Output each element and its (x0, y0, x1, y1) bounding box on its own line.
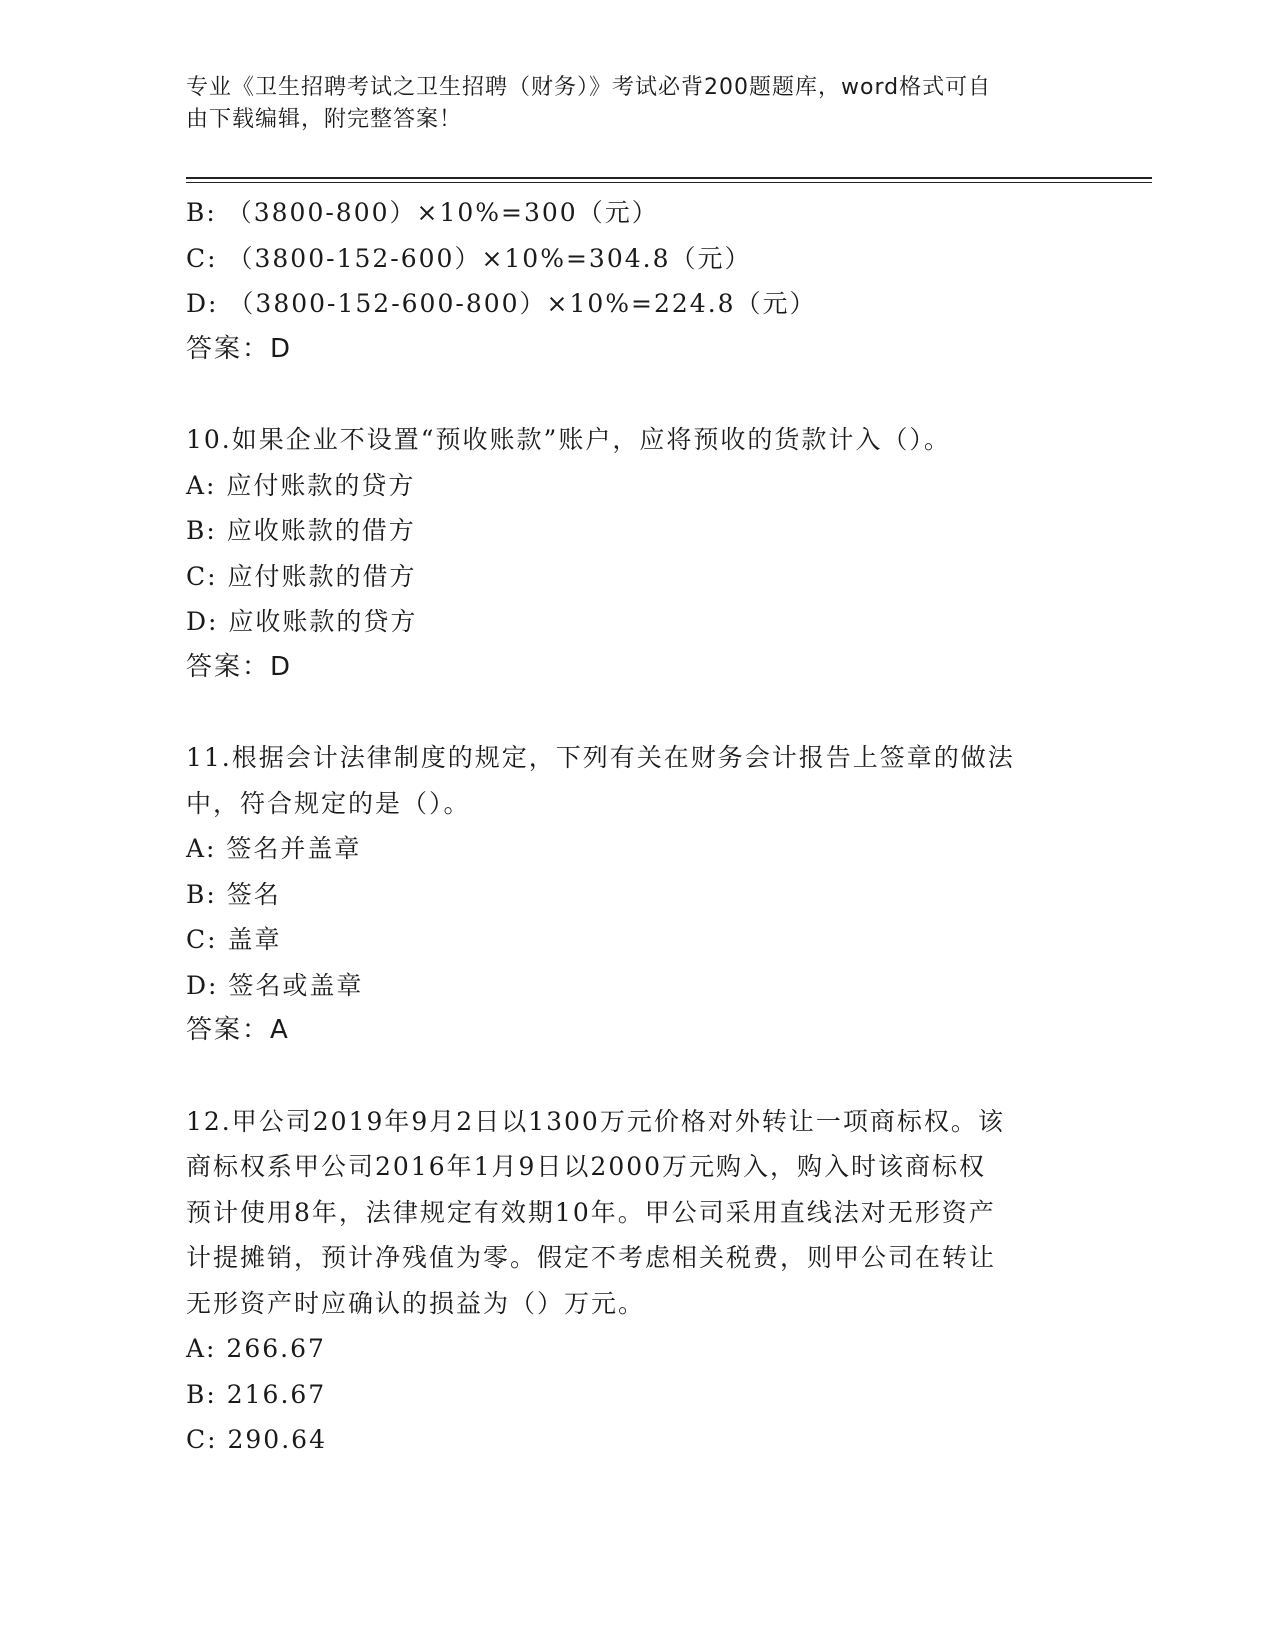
question-stem-line-4: 计提摊销，预计净残值为零。假定不考虑相关税费，则甲公司在转让 (186, 1243, 997, 1272)
option-b: B: （3800-800）×10%=300（元） (186, 198, 659, 227)
question-stem-line-5: 无形资产时应确认的损益为（）万元。 (186, 1288, 646, 1318)
question-stem-line-1: 11.根据会计法律制度的规定，下列有关在财务会计报告上签章的做法 (186, 743, 1015, 772)
question-10 (186, 417, 1066, 690)
header-divider-thin (186, 182, 1152, 183)
option-a: A: 应付账款的贷方 (186, 470, 416, 500)
header-title-line-1: 专业《卫生招聘考试之卫生招聘（财务）》考试必背200题题库，word格式可自 (186, 75, 992, 100)
option-a: A: 266.67 (186, 1334, 326, 1363)
option-c: C: （3800-152-600）×10%=304.8（元） (186, 243, 752, 273)
document-body (186, 190, 1066, 1463)
header-title-line-2: 由下载编辑，附完整答案！ (186, 107, 463, 132)
answer-label: 答案：A (186, 1015, 290, 1045)
question-12 (186, 1099, 1066, 1463)
option-c: C: 290.64 (186, 1425, 327, 1454)
document-header (186, 72, 1066, 136)
question-stem-line-2: 商标权系甲公司2016年1月9日以2000万元购入，购入时该商标权 (186, 1152, 987, 1181)
question-stem: 10.如果企业不设置“预收账款”账户，应将预收的货款计入（）。 (186, 425, 951, 454)
question-9-continued (186, 190, 1066, 372)
option-b: B: 签名 (186, 879, 281, 909)
header-divider-thick (186, 177, 1152, 179)
question-stem-line-2: 中，符合规定的是（）。 (186, 788, 471, 818)
option-b: B: 216.67 (186, 1379, 327, 1409)
option-d: D: （3800-152-600-800）×10%=224.8（元） (186, 289, 817, 318)
question-11 (186, 735, 1066, 1054)
answer-label: 答案：D (186, 651, 293, 682)
question-stem-line-1: 12.甲公司2019年9月2日以1300万元价格对外转让一项商标权。该 (186, 1106, 1005, 1136)
spacer (186, 1054, 1066, 1099)
option-d: D: 应收账款的贷方 (186, 607, 418, 636)
option-a: A: 签名并盖章 (186, 834, 362, 863)
spacer (186, 690, 1066, 735)
option-d: D: 签名或盖章 (186, 970, 364, 1000)
answer-label: 答案：D (186, 333, 293, 364)
spacer (186, 372, 1066, 417)
question-stem-line-3: 预计使用8年，法律规定有效期10年。甲公司采用直线法对无形资产 (186, 1197, 996, 1227)
option-b: B: 应收账款的借方 (186, 516, 416, 545)
option-c: C: 应付账款的借方 (186, 561, 417, 591)
option-c: C: 盖章 (186, 925, 282, 954)
